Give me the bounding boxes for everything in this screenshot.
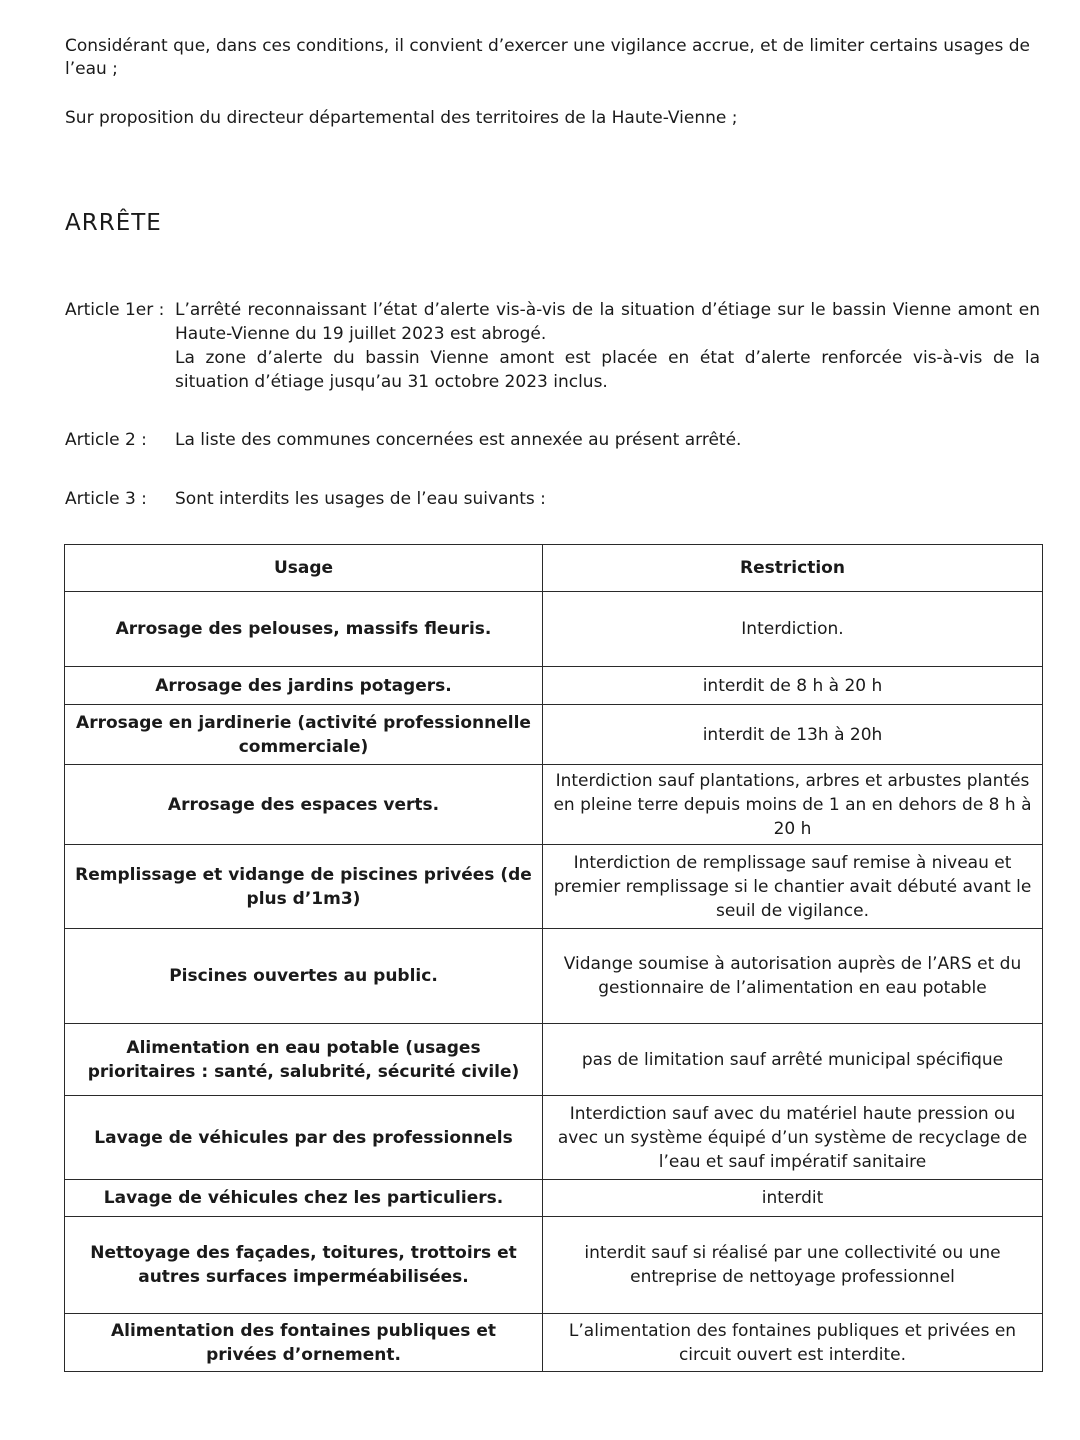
table-row xyxy=(65,929,1043,1024)
restriction-cell: interdit xyxy=(543,1180,1043,1217)
restriction-column-header: Restriction xyxy=(543,545,1043,592)
article-body xyxy=(175,428,1040,452)
restriction-cell: interdit de 13h à 20h xyxy=(543,705,1043,765)
proposition-paragraph: Sur proposition du directeur départemental des territoires de la Haute-Vienne ; xyxy=(65,108,738,128)
usage-cell: Lavage de véhicules chez les particuliers. xyxy=(65,1180,543,1217)
article-label: Article 3 : xyxy=(65,489,147,509)
restriction-cell: Vidange soumise à autorisation auprès de l’ARS et du gestionnaire de l’alimentation en eau potable xyxy=(543,929,1043,1024)
table-row xyxy=(65,592,1043,667)
restriction-cell: interdit de 8 h à 20 h xyxy=(543,667,1043,705)
article-text: La zone d’alerte du bassin Vienne amont est placée en état d’alerte renforcée vis-à-vis de la situation d’étiage jusqu’au 31 octobre 2023 inclus. xyxy=(175,348,1040,392)
usage-cell: Remplissage et vidange de piscines privées (de plus d’1m3) xyxy=(65,845,543,929)
usage-cell: Alimentation en eau potable (usages prioritaires : santé, salubrité, sécurité civile) xyxy=(65,1024,543,1096)
restriction-cell: Interdiction sauf avec du matériel haute pression ou avec un système équipé d’un système de recyclage de l’eau et sauf impératif sanitaire xyxy=(543,1096,1043,1180)
table-row xyxy=(65,1217,1043,1314)
restriction-cell: Interdiction. xyxy=(543,592,1043,667)
considerant-paragraph: Considérant que, dans ces conditions, il convient d’exercer une vigilance accrue, et de limiter certains usages de l’eau ; xyxy=(65,36,1031,79)
table-row xyxy=(65,705,1043,765)
usage-cell: Arrosage des pelouses, massifs fleuris. xyxy=(65,592,543,667)
restriction-cell: pas de limitation sauf arrêté municipal spécifique xyxy=(543,1024,1043,1096)
restriction-cell: Interdiction sauf plantations, arbres et arbustes plantés en pleine terre depuis moins de 1 an en dehors de 8 h à 20 h xyxy=(543,765,1043,845)
article-body xyxy=(175,298,1040,394)
article-text: La liste des communes concernées est annexée au présent arrêté. xyxy=(175,430,742,450)
usage-cell: Arrosage en jardinerie (activité professionnelle commerciale) xyxy=(65,705,543,765)
restriction-cell: L’alimentation des fontaines publiques et privées en circuit ouvert est interdite. xyxy=(543,1314,1043,1372)
arrete-heading: ARRÊTE xyxy=(65,210,162,236)
article-label: Article 1er : xyxy=(65,300,165,320)
usage-column-header: Usage xyxy=(65,545,543,592)
table-row xyxy=(65,845,1043,929)
restriction-cell: Interdiction de remplissage sauf remise à niveau et premier remplissage si le chantier avait débuté avant le seuil de vigilance. xyxy=(543,845,1043,929)
table-row xyxy=(65,765,1043,845)
article-body xyxy=(175,487,1040,511)
table-row xyxy=(65,1314,1043,1372)
usage-cell: Arrosage des jardins potagers. xyxy=(65,667,543,705)
usage-cell: Arrosage des espaces verts. xyxy=(65,765,543,845)
table-row xyxy=(65,1096,1043,1180)
usage-cell: Piscines ouvertes au public. xyxy=(65,929,543,1024)
table-header-row xyxy=(65,545,1043,592)
table-row xyxy=(65,1180,1043,1217)
usage-cell: Lavage de véhicules par des professionnels xyxy=(65,1096,543,1180)
restriction-cell: interdit sauf si réalisé par une collectivité ou une entreprise de nettoyage professionnel xyxy=(543,1217,1043,1314)
article-text: Sont interdits les usages de l’eau suivants : xyxy=(175,489,546,509)
article-text: L’arrêté reconnaissant l’état d’alerte vis-à-vis de la situation d’étiage sur le bassin Vienne amont en Haute-Vienne du 19 juillet 2023 est abrogé. xyxy=(175,300,1040,344)
usage-cell: Nettoyage des façades, toitures, trottoirs et autres surfaces imperméabilisées. xyxy=(65,1217,543,1314)
restrictions-table xyxy=(64,544,1043,1372)
usage-cell: Alimentation des fontaines publiques et privées d’ornement. xyxy=(65,1314,543,1372)
article-label: Article 2 : xyxy=(65,430,147,450)
table-row xyxy=(65,1024,1043,1096)
table-row xyxy=(65,667,1043,705)
